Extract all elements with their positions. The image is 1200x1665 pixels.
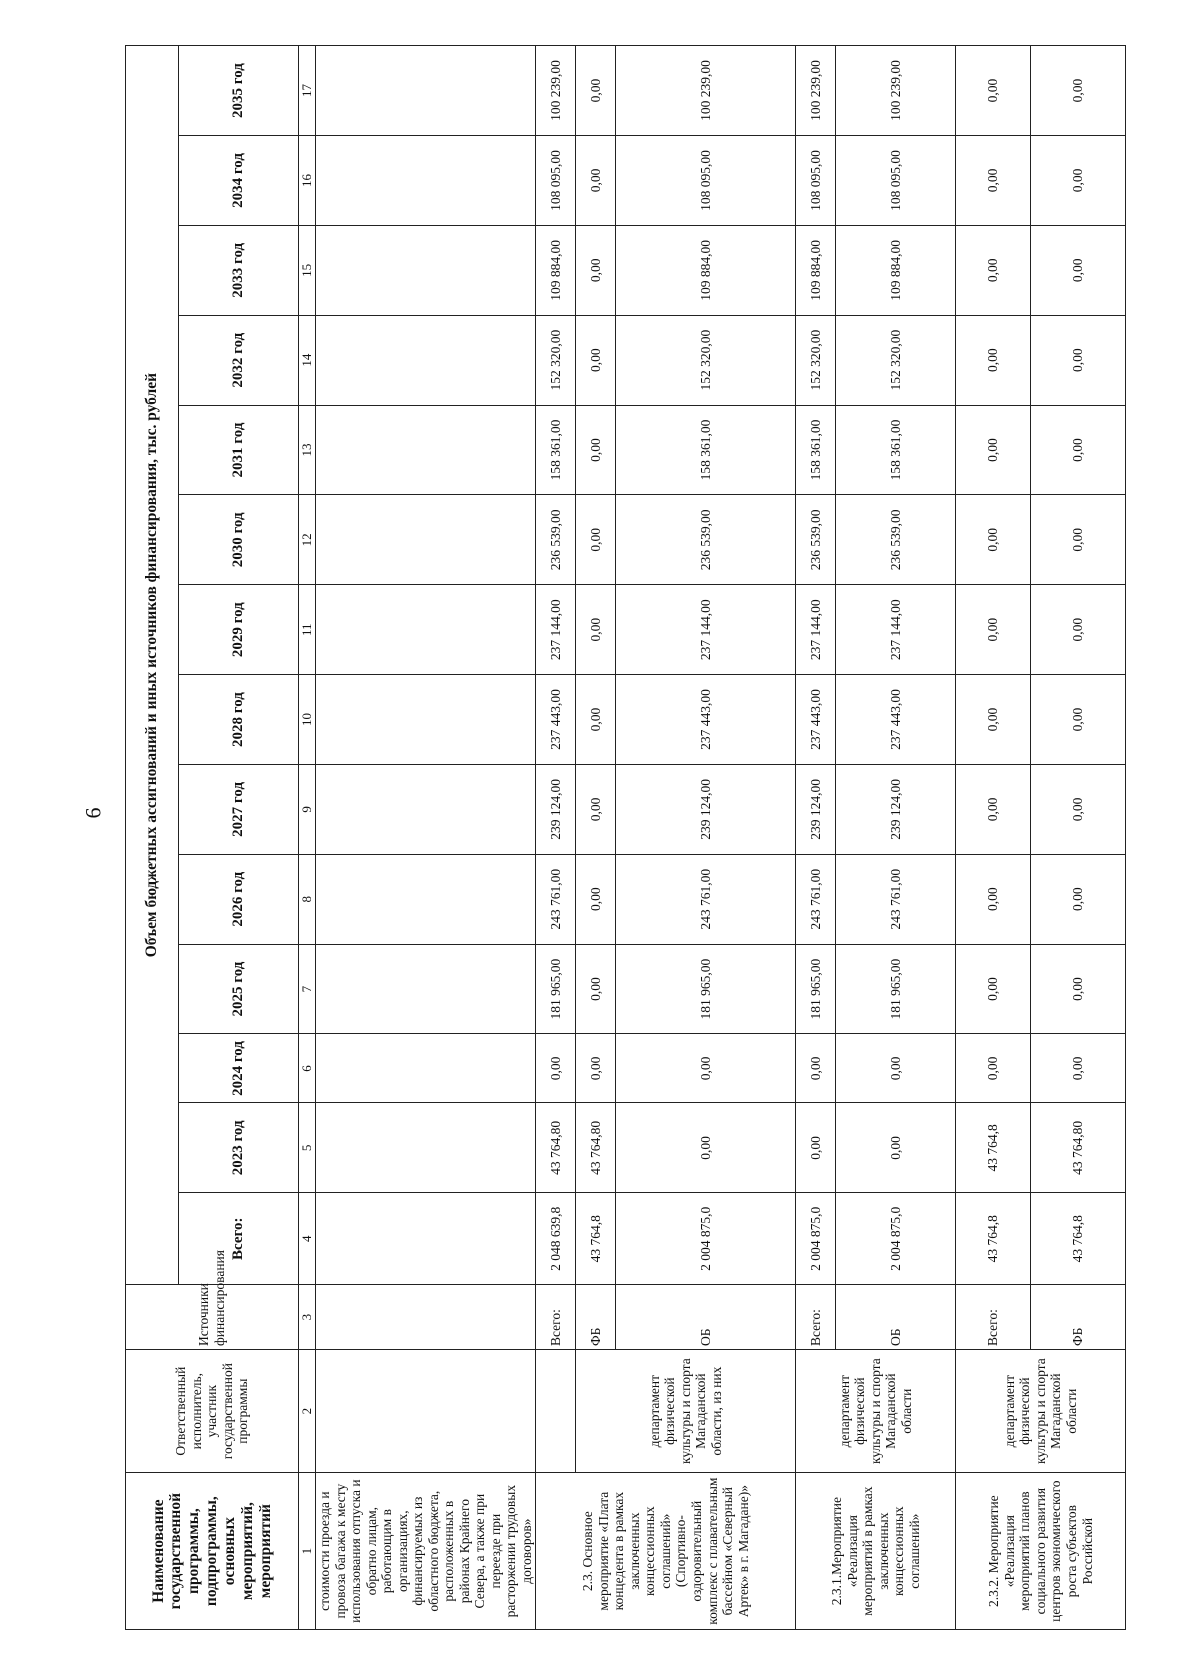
value-cell: 0,00 (576, 854, 616, 944)
value-cell: 237 144,00 (616, 585, 796, 675)
value-cell: 243 761,00 (836, 854, 956, 944)
value-cell: 108 095,00 (616, 136, 796, 226)
header-year: 2035 год (179, 46, 299, 136)
header-year: 2026 год (179, 854, 299, 944)
value-cell: 0,00 (576, 1034, 616, 1103)
row-source: Всего: (956, 1285, 1031, 1350)
value-cell: 0,00 (956, 46, 1031, 136)
value-cell: 0,00 (1031, 136, 1126, 226)
value-cell: 0,00 (796, 1034, 836, 1103)
table-row (316, 46, 536, 1630)
header-year: 2029 год (179, 585, 299, 675)
value-cell: 100 239,00 (796, 46, 836, 136)
value-cell: 43 764,8 (956, 1103, 1031, 1193)
table-row (956, 46, 1031, 1630)
value-cell: 0,00 (616, 1103, 796, 1193)
value-cell: 0,00 (1031, 1034, 1126, 1103)
row-name: стоимости проезда и провоза багажа к месту использования отпуска и обратно лицам, работающим в организациях, финансируемых из областного бюджета, расположенных в районах Крайнего Севера, а также при переезде при расторжении трудовых договоров» (316, 1473, 536, 1630)
funding-table (125, 45, 1126, 1630)
row-responsible: департамент физической культуры и спорта Магаданской области (796, 1350, 956, 1473)
value-cell: 0,00 (1031, 495, 1126, 585)
value-cell (316, 136, 536, 226)
value-cell: 0,00 (956, 944, 1031, 1034)
value-cell: 108 095,00 (796, 136, 836, 226)
value-cell: 109 884,00 (536, 225, 576, 315)
row-source (316, 1285, 536, 1350)
value-cell (316, 675, 536, 765)
value-cell: 181 965,00 (836, 944, 956, 1034)
header-year: 2028 год (179, 675, 299, 765)
value-cell (316, 1034, 536, 1103)
value-cell: 243 761,00 (616, 854, 796, 944)
index-cell: 14 (299, 315, 316, 405)
value-cell: 0,00 (956, 225, 1031, 315)
value-cell: 0,00 (956, 315, 1031, 405)
row-source: ФБ (1031, 1285, 1126, 1350)
value-cell (316, 405, 536, 495)
rotated-table-container (125, 45, 1125, 1630)
row-responsible: департамент физической культуры и спорта Магаданской области, из них (576, 1350, 796, 1473)
index-row (299, 46, 316, 1630)
value-cell: 0,00 (576, 46, 616, 136)
value-cell: 0,00 (956, 675, 1031, 765)
row-source: ОБ (616, 1285, 796, 1350)
value-cell: 0,00 (956, 585, 1031, 675)
value-cell: 0,00 (1031, 944, 1126, 1034)
value-cell: 0,00 (576, 944, 616, 1034)
value-cell: 0,00 (1031, 675, 1126, 765)
value-cell: 181 965,00 (616, 944, 796, 1034)
value-cell: 43 764,8 (956, 1193, 1031, 1285)
value-cell: 2 048 639,8 (536, 1193, 576, 1285)
value-cell: 0,00 (1031, 405, 1126, 495)
value-cell: 43 764,8 (576, 1193, 616, 1285)
value-cell: 0,00 (956, 764, 1031, 854)
value-cell: 237 144,00 (796, 585, 836, 675)
value-cell: 108 095,00 (536, 136, 576, 226)
value-cell: 236 539,00 (836, 495, 956, 585)
value-cell (316, 944, 536, 1034)
value-cell: 43 764,80 (536, 1103, 576, 1193)
value-cell: 0,00 (576, 495, 616, 585)
value-cell: 158 361,00 (616, 405, 796, 495)
index-cell: 11 (299, 585, 316, 675)
header-name: Наименование государственной программы, подпрограммы, основных мероприятий, мероприятий (126, 1473, 299, 1630)
value-cell: 0,00 (616, 1034, 796, 1103)
value-cell (316, 854, 536, 944)
value-cell: 0,00 (1031, 46, 1126, 136)
index-cell: 5 (299, 1103, 316, 1193)
value-cell: 43 764,80 (576, 1103, 616, 1193)
value-cell: 0,00 (796, 1103, 836, 1193)
value-cell: 237 144,00 (836, 585, 956, 675)
table-row (796, 46, 836, 1630)
row-name: 2.3.2. Мероприятие «Реализация мероприятий планов социального развития центров экономического роста субъектов Российской (956, 1473, 1126, 1630)
value-cell: 239 124,00 (836, 764, 956, 854)
value-cell (316, 225, 536, 315)
value-cell: 0,00 (956, 405, 1031, 495)
value-cell (316, 46, 536, 136)
header-year: 2030 год (179, 495, 299, 585)
row-source: ФБ (576, 1285, 616, 1350)
index-cell: 12 (299, 495, 316, 585)
value-cell: 152 320,00 (836, 315, 956, 405)
value-cell: 0,00 (576, 405, 616, 495)
value-cell: 0,00 (576, 585, 616, 675)
value-cell: 0,00 (576, 315, 616, 405)
header-total: Всего: (179, 1193, 299, 1285)
header-year: 2032 год (179, 315, 299, 405)
value-cell: 237 443,00 (616, 675, 796, 765)
value-cell: 243 761,00 (536, 854, 576, 944)
header-year: 2033 год (179, 225, 299, 315)
value-cell (316, 1193, 536, 1285)
value-cell: 100 239,00 (836, 46, 956, 136)
header-year: 2034 год (179, 136, 299, 226)
index-cell: 16 (299, 136, 316, 226)
value-cell: 239 124,00 (796, 764, 836, 854)
value-cell (316, 315, 536, 405)
value-cell: 158 361,00 (836, 405, 956, 495)
header-funding-title: Объем бюджетных ассигнований и иных источников финансирования, тыс. рублей (126, 46, 179, 1285)
value-cell: 181 965,00 (536, 944, 576, 1034)
value-cell: 43 764,8 (1031, 1193, 1126, 1285)
value-cell: 237 443,00 (796, 675, 836, 765)
value-cell: 43 764,80 (1031, 1103, 1126, 1193)
value-cell: 158 361,00 (536, 405, 576, 495)
table-row (576, 46, 616, 1630)
header-responsible: Ответственный исполнитель, участник государственной программы (126, 1350, 299, 1473)
value-cell: 236 539,00 (536, 495, 576, 585)
index-cell: 17 (299, 46, 316, 136)
index-cell: 1 (299, 1473, 316, 1630)
value-cell: 0,00 (836, 1034, 956, 1103)
value-cell: 0,00 (956, 1034, 1031, 1103)
index-cell: 8 (299, 854, 316, 944)
value-cell: 0,00 (956, 854, 1031, 944)
value-cell: 100 239,00 (616, 46, 796, 136)
value-cell: 236 539,00 (616, 495, 796, 585)
index-cell: 9 (299, 764, 316, 854)
header-year: 2031 год (179, 405, 299, 495)
header-year: 2027 год (179, 764, 299, 854)
row-responsible (316, 1350, 536, 1473)
value-cell: 243 761,00 (796, 854, 836, 944)
value-cell: 0,00 (1031, 225, 1126, 315)
index-cell: 15 (299, 225, 316, 315)
index-cell: 7 (299, 944, 316, 1034)
value-cell: 152 320,00 (796, 315, 836, 405)
index-cell: 10 (299, 675, 316, 765)
value-cell (316, 495, 536, 585)
index-cell: 2 (299, 1350, 316, 1473)
value-cell: 239 124,00 (616, 764, 796, 854)
value-cell: 0,00 (1031, 315, 1126, 405)
value-cell: 109 884,00 (836, 225, 956, 315)
row-responsible (536, 1350, 576, 1473)
value-cell: 109 884,00 (616, 225, 796, 315)
index-cell: 13 (299, 405, 316, 495)
value-cell (316, 764, 536, 854)
value-cell: 0,00 (1031, 585, 1126, 675)
value-cell: 109 884,00 (796, 225, 836, 315)
value-cell: 0,00 (576, 136, 616, 226)
value-cell: 0,00 (536, 1034, 576, 1103)
value-cell: 152 320,00 (616, 315, 796, 405)
value-cell: 2 004 875,0 (616, 1193, 796, 1285)
header-year: 2025 год (179, 944, 299, 1034)
header-year: 2023 год (179, 1103, 299, 1193)
index-cell: 3 (299, 1285, 316, 1350)
value-cell: 0,00 (956, 136, 1031, 226)
row-responsible: департамент физической культуры и спорта Магаданской области (956, 1350, 1126, 1473)
index-cell: 4 (299, 1193, 316, 1285)
value-cell (316, 585, 536, 675)
row-name: 2.3.1.Мероприятие «Реализация мероприятий в рамках заключенных концессионных соглашений» (796, 1473, 956, 1630)
value-cell: 108 095,00 (836, 136, 956, 226)
header-year: 2024 год (179, 1034, 299, 1103)
index-cell: 6 (299, 1034, 316, 1103)
row-source: Всего: (796, 1285, 836, 1350)
value-cell: 0,00 (576, 225, 616, 315)
value-cell: 0,00 (1031, 764, 1126, 854)
row-name: 2.3. Основное мероприятие «Плата концедента в рамках заключенных концессионных соглашений» (Спортивно-оздоровительный комплекс с плавательным бассейном «Северный Артек» в г. Магадане)» (536, 1473, 796, 1630)
value-cell: 0,00 (576, 764, 616, 854)
value-cell: 181 965,00 (796, 944, 836, 1034)
row-source: Всего: (536, 1285, 576, 1350)
value-cell: 237 144,00 (536, 585, 576, 675)
value-cell: 152 320,00 (536, 315, 576, 405)
value-cell: 0,00 (836, 1103, 956, 1193)
row-source: ОБ (836, 1285, 956, 1350)
value-cell: 2 004 875,0 (836, 1193, 956, 1285)
value-cell: 237 443,00 (836, 675, 956, 765)
value-cell: 2 004 875,0 (796, 1193, 836, 1285)
value-cell: 0,00 (576, 675, 616, 765)
value-cell: 239 124,00 (536, 764, 576, 854)
page-number: 6 (80, 807, 106, 819)
value-cell: 100 239,00 (536, 46, 576, 136)
value-cell: 237 443,00 (536, 675, 576, 765)
value-cell: 0,00 (956, 495, 1031, 585)
value-cell: 0,00 (1031, 854, 1126, 944)
header-source: Источники финансирования (126, 1285, 299, 1350)
value-cell: 158 361,00 (796, 405, 836, 495)
value-cell: 236 539,00 (796, 495, 836, 585)
table-row (536, 46, 576, 1630)
value-cell (316, 1103, 536, 1193)
